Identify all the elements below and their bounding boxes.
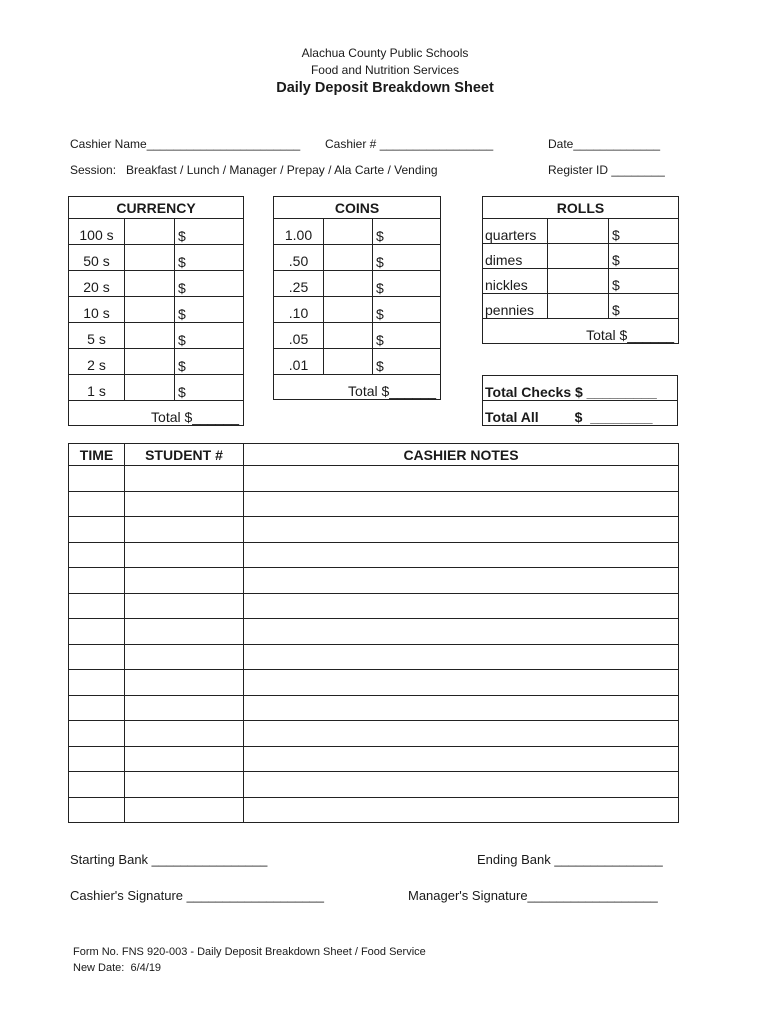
- amount-cell[interactable]: $: [373, 297, 441, 323]
- notes-row: [69, 491, 679, 517]
- count-cell[interactable]: [548, 269, 609, 294]
- notes-cell[interactable]: [244, 797, 679, 823]
- starting-bank-field[interactable]: Starting Bank ________________: [70, 852, 268, 867]
- time-cell[interactable]: [69, 670, 125, 696]
- count-cell[interactable]: [125, 323, 175, 349]
- count-cell[interactable]: [125, 375, 175, 401]
- amount-cell[interactable]: $: [609, 244, 679, 269]
- amount-cell[interactable]: $: [175, 375, 244, 401]
- coins-row: .01 $: [274, 349, 441, 375]
- rolls-total[interactable]: Total $______: [483, 319, 679, 344]
- rolls-row: nickles $: [483, 269, 679, 294]
- student-cell[interactable]: [125, 670, 244, 696]
- count-cell[interactable]: [125, 219, 175, 245]
- currency-header: CURRENCY: [69, 197, 244, 219]
- notes-row: [69, 772, 679, 798]
- date-field[interactable]: Date_____________: [548, 137, 661, 151]
- amount-cell[interactable]: $: [175, 245, 244, 271]
- currency-row: 50 s $: [69, 245, 244, 271]
- notes-row: [69, 466, 679, 492]
- notes-row: [69, 517, 679, 543]
- rolls-table: [482, 196, 679, 344]
- total-checks-field[interactable]: Total Checks $ _________: [483, 376, 678, 401]
- notes-row: [69, 593, 679, 619]
- time-cell[interactable]: [69, 593, 125, 619]
- amount-cell[interactable]: $: [175, 349, 244, 375]
- revision-date: New Date: 6/4/19: [73, 962, 162, 974]
- count-cell[interactable]: [548, 294, 609, 319]
- coins-total[interactable]: Total $______: [274, 375, 441, 400]
- time-cell[interactable]: [69, 644, 125, 670]
- time-cell[interactable]: [69, 772, 125, 798]
- count-cell[interactable]: [324, 245, 373, 271]
- count-cell[interactable]: [324, 297, 373, 323]
- currency-row: 20 s $: [69, 271, 244, 297]
- time-cell[interactable]: [69, 491, 125, 517]
- student-cell[interactable]: [125, 619, 244, 645]
- column-header-time: TIME: [69, 444, 125, 466]
- count-cell[interactable]: [125, 245, 175, 271]
- amount-cell[interactable]: $: [373, 271, 441, 297]
- student-cell[interactable]: [125, 466, 244, 492]
- count-cell[interactable]: [125, 271, 175, 297]
- coins-table: [273, 196, 441, 400]
- notes-cell[interactable]: [244, 670, 679, 696]
- notes-row: [69, 746, 679, 772]
- cashier-number-field[interactable]: Cashier # _________________: [325, 137, 494, 151]
- coins-row: .50 $: [274, 245, 441, 271]
- student-cell[interactable]: [125, 721, 244, 747]
- totals-table: [482, 375, 678, 426]
- manager-signature-field[interactable]: Manager's Signature__________________: [408, 888, 658, 903]
- org-name: Alachua County Public Schools: [301, 46, 469, 60]
- count-cell[interactable]: [324, 323, 373, 349]
- ending-bank-field[interactable]: Ending Bank _______________: [477, 852, 663, 867]
- column-header-notes: CASHIER NOTES: [244, 444, 679, 466]
- currency-row: 5 s $: [69, 323, 244, 349]
- notes-row: [69, 721, 679, 747]
- notes-cell[interactable]: [244, 466, 679, 492]
- notes-cell[interactable]: [244, 568, 679, 594]
- time-cell[interactable]: [69, 466, 125, 492]
- column-header-student: STUDENT #: [125, 444, 244, 466]
- total-all-field[interactable]: Total All $ ________: [483, 401, 678, 426]
- time-cell[interactable]: [69, 721, 125, 747]
- count-cell[interactable]: [125, 349, 175, 375]
- amount-cell[interactable]: $: [609, 269, 679, 294]
- currency-row: 10 s $: [69, 297, 244, 323]
- rolls-row: dimes $: [483, 244, 679, 269]
- notes-cell[interactable]: [244, 491, 679, 517]
- currency-row: 1 s $: [69, 375, 244, 401]
- coins-row: .25 $: [274, 271, 441, 297]
- currency-row: 100 s $: [69, 219, 244, 245]
- student-cell[interactable]: [125, 593, 244, 619]
- time-cell[interactable]: [69, 517, 125, 543]
- notes-row: [69, 670, 679, 696]
- notes-cell[interactable]: [244, 695, 679, 721]
- notes-row: [69, 542, 679, 568]
- amount-cell[interactable]: $: [373, 245, 441, 271]
- time-cell[interactable]: [69, 542, 125, 568]
- rolls-row: pennies $: [483, 294, 679, 319]
- currency-table: [68, 196, 244, 426]
- student-cell[interactable]: [125, 772, 244, 798]
- student-cell[interactable]: [125, 542, 244, 568]
- notes-cell[interactable]: [244, 593, 679, 619]
- amount-cell[interactable]: $: [373, 323, 441, 349]
- student-cell[interactable]: [125, 695, 244, 721]
- student-cell[interactable]: [125, 746, 244, 772]
- notes-cell[interactable]: [244, 746, 679, 772]
- amount-cell[interactable]: $: [609, 219, 679, 244]
- cashier-name-field[interactable]: Cashier Name_______________________: [70, 137, 301, 151]
- notes-cell[interactable]: [244, 517, 679, 543]
- amount-cell[interactable]: $: [175, 323, 244, 349]
- time-cell[interactable]: [69, 619, 125, 645]
- count-cell[interactable]: [324, 349, 373, 375]
- count-cell[interactable]: [324, 271, 373, 297]
- count-cell[interactable]: [125, 297, 175, 323]
- notes-cell[interactable]: [244, 542, 679, 568]
- notes-row: [69, 568, 679, 594]
- form-number: Form No. FNS 920-003 - Daily Deposit Breakdown Sheet / Food Service: [73, 946, 426, 958]
- count-cell[interactable]: [324, 219, 373, 245]
- notes-row: [69, 797, 679, 823]
- student-cell[interactable]: [125, 644, 244, 670]
- coins-row: .10 $: [274, 297, 441, 323]
- notes-cell[interactable]: [244, 619, 679, 645]
- rolls-row: quarters $: [483, 219, 679, 244]
- amount-cell[interactable]: $: [373, 219, 441, 245]
- notes-cell[interactable]: [244, 644, 679, 670]
- notes-cell[interactable]: [244, 772, 679, 798]
- amount-cell[interactable]: $: [373, 349, 441, 375]
- cashier-notes-table: [68, 443, 679, 823]
- student-cell[interactable]: [125, 491, 244, 517]
- page-title: Daily Deposit Breakdown Sheet: [276, 80, 494, 96]
- coins-row: .05 $: [274, 323, 441, 349]
- department-name: Food and Nutrition Services: [310, 63, 460, 77]
- coins-header: COINS: [274, 197, 441, 219]
- student-cell[interactable]: [125, 568, 244, 594]
- time-cell[interactable]: [69, 568, 125, 594]
- amount-cell[interactable]: $: [175, 219, 244, 245]
- notes-cell[interactable]: [244, 721, 679, 747]
- amount-cell[interactable]: $: [175, 297, 244, 323]
- coins-row: 1.00 $: [274, 219, 441, 245]
- notes-row: [69, 619, 679, 645]
- time-cell[interactable]: [69, 695, 125, 721]
- amount-cell[interactable]: $: [609, 294, 679, 319]
- count-cell[interactable]: [548, 244, 609, 269]
- currency-row: 2 s $: [69, 349, 244, 375]
- time-cell[interactable]: [69, 797, 125, 823]
- amount-cell[interactable]: $: [175, 271, 244, 297]
- currency-total[interactable]: Total $______: [69, 401, 244, 426]
- register-id-field[interactable]: Register ID ________: [548, 163, 665, 177]
- time-cell[interactable]: [69, 746, 125, 772]
- student-cell[interactable]: [125, 517, 244, 543]
- student-cell[interactable]: [125, 797, 244, 823]
- notes-row: [69, 644, 679, 670]
- session-options: Session: Breakfast / Lunch / Manager / Prepay / Ala Carte / Vending: [70, 163, 438, 177]
- cashier-signature-field[interactable]: Cashier's Signature ___________________: [70, 888, 325, 903]
- rolls-header: ROLLS: [483, 197, 679, 219]
- notes-row: [69, 695, 679, 721]
- count-cell[interactable]: [548, 219, 609, 244]
